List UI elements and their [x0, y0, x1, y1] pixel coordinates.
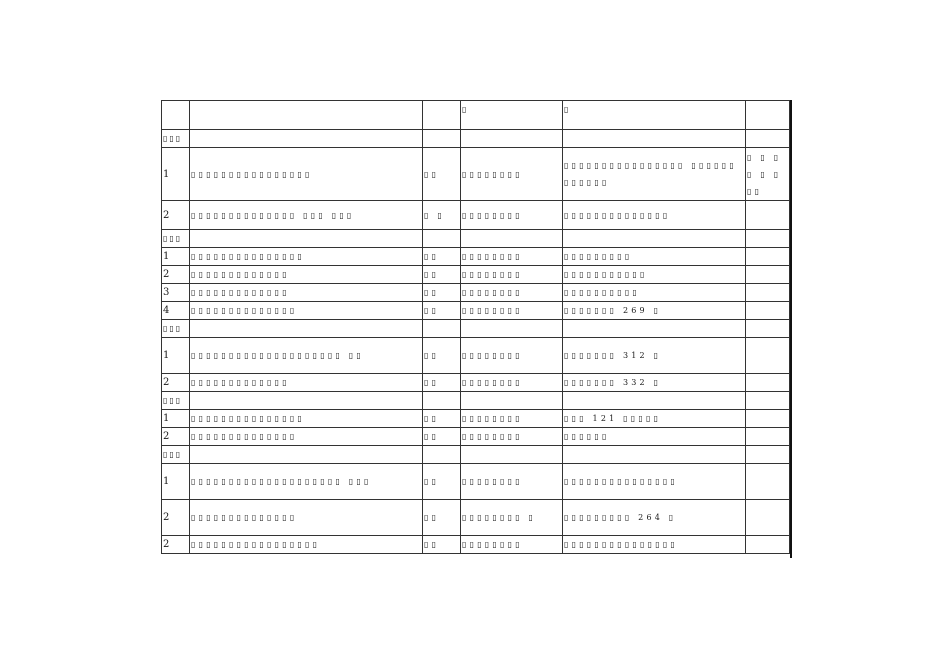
column-5-cell: ▯▯▯▯▯▯▯ 269 ▯	[563, 302, 746, 320]
empty-cell	[423, 230, 461, 248]
item-description: ▯▯▯▯▯▯▯▯▯▯▯▯▯▯ ▯▯▯ ▯▯▯	[190, 201, 423, 230]
row-number: 1	[162, 410, 190, 428]
remarks-cell	[746, 284, 790, 302]
table-row	[162, 266, 790, 284]
empty-cell	[190, 320, 423, 338]
column-4-cell: ▯▯▯▯▯▯▯▯	[461, 266, 563, 284]
empty-cell	[190, 446, 423, 464]
item-description: ▯▯▯▯▯▯▯▯▯▯▯▯▯	[190, 284, 423, 302]
unit-cell: ▯▯	[423, 148, 461, 201]
unit-cell: ▯▯	[423, 302, 461, 320]
unit-cell: ▯▯	[423, 266, 461, 284]
table-row	[162, 536, 790, 554]
column-5-cell: ▯▯▯▯▯▯▯▯▯▯▯▯▯▯▯▯ ▯▯▯▯▯▯▯▯▯▯▯▯	[563, 148, 746, 201]
row-number: 4	[162, 302, 190, 320]
table-row	[162, 338, 790, 374]
header-cell	[423, 101, 461, 130]
section-header-row	[162, 320, 790, 338]
row-number: 2	[162, 536, 190, 554]
column-5-cell: ▯▯▯▯▯▯▯▯▯▯▯▯▯▯▯	[563, 536, 746, 554]
section-header-row	[162, 130, 790, 148]
column-4-cell: ▯▯▯▯▯▯▯▯	[461, 284, 563, 302]
column-5-cell: ▯▯▯▯▯▯▯▯▯	[563, 248, 746, 266]
empty-cell	[563, 446, 746, 464]
remarks-cell	[746, 248, 790, 266]
empty-cell	[423, 446, 461, 464]
column-5-cell: ▯▯▯▯▯▯▯ 332 ▯	[563, 374, 746, 392]
remarks-cell	[746, 536, 790, 554]
column-4-cell: ▯▯▯▯▯▯▯▯	[461, 410, 563, 428]
column-4-cell: ▯▯▯▯▯▯▯▯	[461, 464, 563, 500]
section-title: ▯▯▯	[162, 446, 190, 464]
remarks-cell	[746, 428, 790, 446]
section-title: ▯▯▯	[162, 320, 190, 338]
header-cell	[162, 101, 190, 130]
table-row	[162, 428, 790, 446]
header-cell: ▯	[461, 101, 563, 130]
unit-cell: ▯ ▯	[423, 201, 461, 230]
column-5-cell: ▯▯▯▯▯▯▯▯▯ 264 ▯	[563, 500, 746, 536]
empty-cell	[563, 130, 746, 148]
empty-cell	[423, 392, 461, 410]
table-row	[162, 410, 790, 428]
empty-cell	[563, 320, 746, 338]
unit-cell: ▯▯	[423, 464, 461, 500]
unit-cell: ▯▯	[423, 248, 461, 266]
remarks-cell	[746, 266, 790, 284]
item-description: ▯▯▯▯▯▯▯▯▯▯▯▯▯▯▯▯▯	[190, 536, 423, 554]
section-header-row	[162, 446, 790, 464]
column-5-cell: ▯▯▯ 121 ▯▯▯▯▯	[563, 410, 746, 428]
table-body	[162, 101, 790, 554]
empty-cell	[746, 392, 790, 410]
empty-cell	[190, 392, 423, 410]
row-number: 1	[162, 148, 190, 201]
table-row	[162, 464, 790, 500]
document-table	[161, 100, 790, 554]
unit-cell: ▯▯	[423, 338, 461, 374]
row-number: 2	[162, 500, 190, 536]
empty-cell	[423, 320, 461, 338]
column-4-cell: ▯▯▯▯▯▯▯▯	[461, 201, 563, 230]
row-number: 1	[162, 464, 190, 500]
row-number: 2	[162, 266, 190, 284]
item-description: ▯▯▯▯▯▯▯▯▯▯▯▯▯▯▯▯▯▯▯▯ ▯▯	[190, 338, 423, 374]
item-description: ▯▯▯▯▯▯▯▯▯▯▯▯▯	[190, 374, 423, 392]
table-row	[162, 201, 790, 230]
table-row	[162, 284, 790, 302]
row-number: 2	[162, 374, 190, 392]
unit-cell: ▯▯	[423, 500, 461, 536]
column-5-cell: ▯▯▯▯▯▯▯▯▯▯	[563, 284, 746, 302]
empty-cell	[563, 392, 746, 410]
row-number: 1	[162, 338, 190, 374]
column-4-cell: ▯▯▯▯▯▯▯▯	[461, 428, 563, 446]
item-description: ▯▯▯▯▯▯▯▯▯▯▯▯▯▯	[190, 500, 423, 536]
empty-cell	[461, 230, 563, 248]
empty-cell	[563, 230, 746, 248]
empty-cell	[746, 130, 790, 148]
column-4-cell: ▯▯▯▯▯▯▯▯	[461, 536, 563, 554]
empty-cell	[746, 446, 790, 464]
remarks-cell	[746, 410, 790, 428]
section-header-row	[162, 230, 790, 248]
empty-cell	[461, 130, 563, 148]
section-header-row	[162, 392, 790, 410]
remarks-cell	[746, 338, 790, 374]
column-4-cell: ▯▯▯▯▯▯▯▯	[461, 338, 563, 374]
table-row	[162, 148, 790, 201]
column-5-cell: ▯▯▯▯▯▯	[563, 428, 746, 446]
table-row-header	[162, 101, 790, 130]
item-description: ▯▯▯▯▯▯▯▯▯▯▯▯▯▯▯	[190, 248, 423, 266]
item-description: ▯▯▯▯▯▯▯▯▯▯▯▯▯▯▯	[190, 410, 423, 428]
unit-cell: ▯▯	[423, 536, 461, 554]
header-cell: ▯	[563, 101, 746, 130]
empty-cell	[746, 230, 790, 248]
column-4-cell: ▯▯▯▯▯▯▯▯ ▯	[461, 500, 563, 536]
item-description: ▯▯▯▯▯▯▯▯▯▯▯▯▯▯▯▯	[190, 148, 423, 201]
item-description: ▯▯▯▯▯▯▯▯▯▯▯▯▯	[190, 266, 423, 284]
unit-cell: ▯▯	[423, 428, 461, 446]
row-number: 2	[162, 201, 190, 230]
item-description: ▯▯▯▯▯▯▯▯▯▯▯▯▯▯	[190, 302, 423, 320]
unit-cell: ▯▯	[423, 284, 461, 302]
column-4-cell: ▯▯▯▯▯▯▯▯	[461, 148, 563, 201]
table-row	[162, 248, 790, 266]
unit-cell: ▯▯	[423, 410, 461, 428]
row-number: 3	[162, 284, 190, 302]
section-title: ▯▯▯	[162, 392, 190, 410]
unit-cell: ▯▯	[423, 374, 461, 392]
header-cell	[190, 101, 423, 130]
column-5-cell: ▯▯▯▯▯▯▯▯▯▯▯▯▯▯▯	[563, 464, 746, 500]
table-row	[162, 374, 790, 392]
item-description: ▯▯▯▯▯▯▯▯▯▯▯▯▯▯	[190, 428, 423, 446]
empty-cell	[423, 130, 461, 148]
column-4-cell: ▯▯▯▯▯▯▯▯	[461, 374, 563, 392]
remarks-cell	[746, 201, 790, 230]
row-number: 2	[162, 428, 190, 446]
header-cell	[746, 101, 790, 130]
table-row	[162, 500, 790, 536]
empty-cell	[461, 320, 563, 338]
remarks-cell	[746, 302, 790, 320]
document-table-container	[161, 100, 790, 554]
row-number: 1	[162, 248, 190, 266]
column-4-cell: ▯▯▯▯▯▯▯▯	[461, 302, 563, 320]
empty-cell	[461, 392, 563, 410]
empty-cell	[190, 230, 423, 248]
column-5-cell: ▯▯▯▯▯▯▯▯▯▯▯	[563, 266, 746, 284]
empty-cell	[461, 446, 563, 464]
column-4-cell: ▯▯▯▯▯▯▯▯	[461, 248, 563, 266]
section-title: ▯▯▯	[162, 130, 190, 148]
remarks-cell	[746, 464, 790, 500]
remarks-cell: ▯ ▯ ▯ ▯ ▯ ▯ ▯▯	[746, 148, 790, 201]
empty-cell	[746, 320, 790, 338]
section-title: ▯▯▯	[162, 230, 190, 248]
table-row	[162, 302, 790, 320]
right-border-line	[790, 100, 792, 558]
remarks-cell	[746, 500, 790, 536]
column-5-cell: ▯▯▯▯▯▯▯ 312 ▯	[563, 338, 746, 374]
empty-cell	[190, 130, 423, 148]
item-description: ▯▯▯▯▯▯▯▯▯▯▯▯▯▯▯▯▯▯▯▯ ▯▯▯	[190, 464, 423, 500]
column-5-cell: ▯▯▯▯▯▯▯▯▯▯▯▯▯▯	[563, 201, 746, 230]
remarks-cell	[746, 374, 790, 392]
